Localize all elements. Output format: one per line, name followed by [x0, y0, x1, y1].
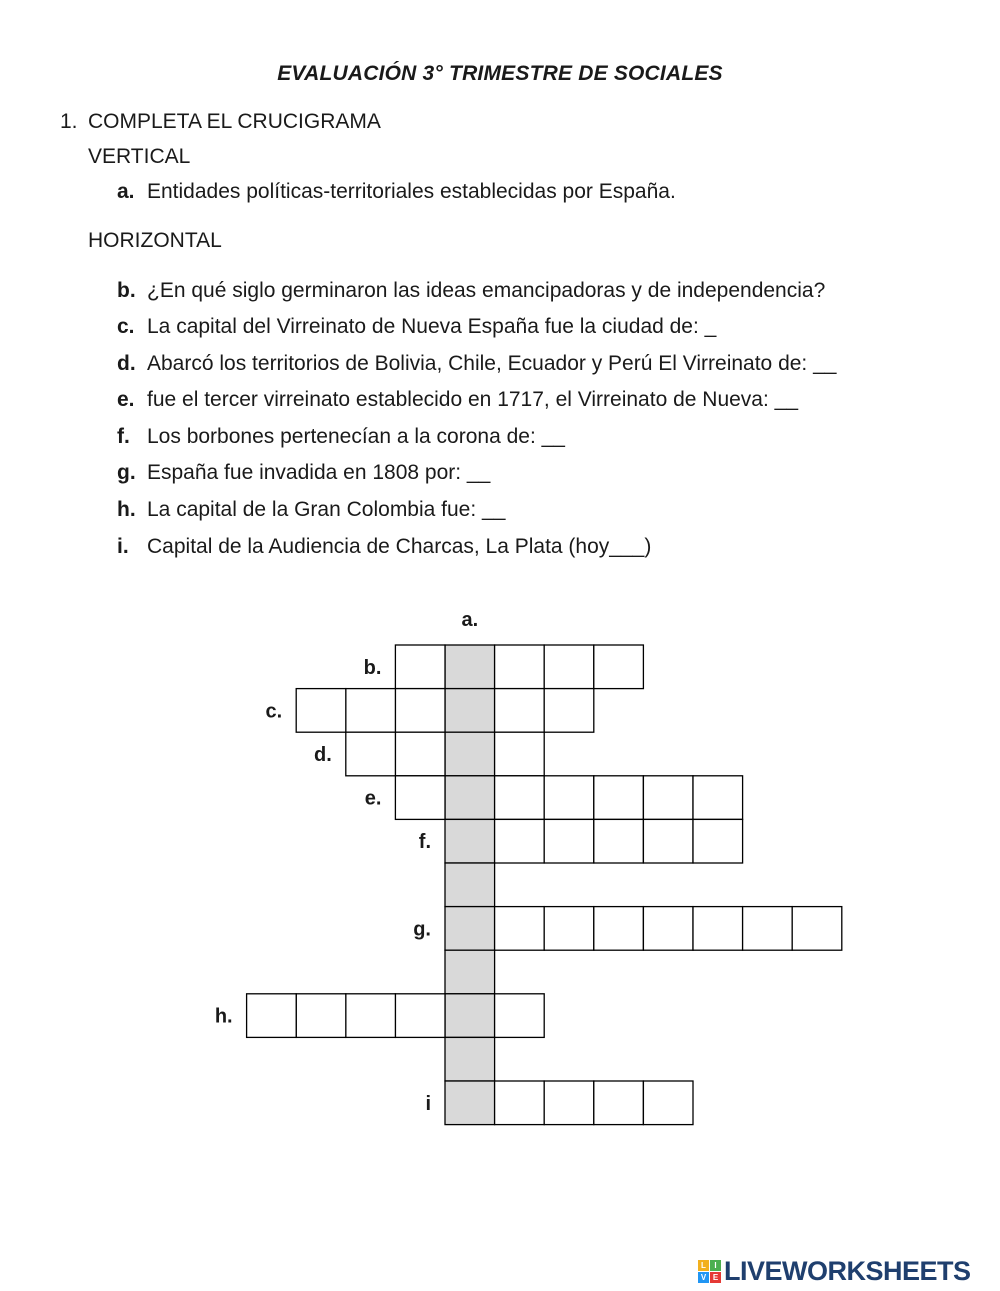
crossword-cell[interactable] [495, 907, 545, 951]
crossword-cell[interactable] [544, 776, 594, 820]
liveworksheets-logo-icon [698, 1260, 721, 1283]
crossword-row-label: f. [418, 831, 431, 854]
crossword-cell[interactable] [296, 689, 346, 733]
crossword-cell-vertical[interactable] [445, 645, 495, 689]
clue-h [117, 498, 505, 522]
logo-tile: E [710, 1272, 721, 1283]
crossword-cell[interactable] [643, 819, 693, 863]
crossword-cell-vertical[interactable] [445, 950, 495, 994]
clue-text: Entidades políticas-territoriales establecidas por España. [147, 180, 676, 203]
crossword-cell[interactable] [296, 994, 346, 1038]
crossword-row-label: g. [413, 918, 431, 941]
clue-f [117, 425, 565, 449]
crossword-cell[interactable] [346, 732, 396, 776]
crossword-cell-vertical[interactable] [445, 994, 495, 1038]
crossword-label-a: a. [461, 609, 479, 631]
crossword-cell[interactable] [594, 907, 644, 951]
crossword-cell[interactable] [395, 732, 445, 776]
crossword-cell[interactable] [693, 907, 743, 951]
clue-text: ¿En qué siglo germinaron las ideas emancipadoras y de independencia? [147, 279, 826, 302]
clue-g [117, 461, 490, 485]
clue-text: fue el tercer virreinato establecido en 1717, el Virreinato de Nueva: __ [147, 388, 799, 411]
crossword-cell[interactable] [643, 907, 693, 951]
clue-d [117, 352, 836, 376]
liveworksheets-brand [698, 1256, 971, 1286]
logo-tile: I [710, 1260, 721, 1271]
crossword-cell[interactable] [395, 994, 445, 1038]
crossword-cell-vertical[interactable] [445, 907, 495, 951]
clue-letter: e. [117, 388, 135, 411]
crossword-row-label: e. [364, 787, 382, 810]
clue-text: La capital de la Gran Colombia fue: __ [147, 498, 506, 521]
crossword-cell[interactable] [247, 994, 297, 1038]
question-1 [60, 110, 381, 134]
clue-letter: f. [117, 425, 130, 448]
crossword-cell[interactable] [346, 994, 396, 1038]
crossword-cell[interactable] [693, 819, 743, 863]
crossword-cell[interactable] [743, 907, 793, 951]
crossword-cell[interactable] [544, 645, 594, 689]
question-number: 1. [60, 110, 78, 133]
clue-text: Capital de la Audiencia de Charcas, La Plata (hoy___) [147, 535, 652, 558]
crossword-cell[interactable] [495, 819, 545, 863]
crossword-cell-vertical[interactable] [445, 819, 495, 863]
crossword-cell[interactable] [495, 1081, 545, 1125]
crossword-cell[interactable] [693, 776, 743, 820]
crossword-cell[interactable] [643, 1081, 693, 1125]
crossword-cell[interactable] [544, 819, 594, 863]
crossword-cell[interactable] [594, 776, 644, 820]
crossword-cell[interactable] [346, 689, 396, 733]
clue-i [117, 535, 651, 559]
crossword-cell-vertical[interactable] [445, 863, 495, 907]
clue-text: La capital del Virreinato de Nueva España fue la ciudad de: _ [147, 315, 717, 338]
clue-letter: g. [117, 461, 136, 484]
crossword-cell[interactable] [792, 907, 842, 951]
crossword-row-label: d. [314, 744, 332, 766]
crossword-cell[interactable] [395, 689, 445, 733]
page-title: EVALUACIÓN 3° TRIMESTRE DE SOCIALES [277, 62, 723, 85]
crossword-cell-vertical[interactable] [445, 1081, 495, 1125]
crossword-cell[interactable] [544, 689, 594, 733]
crossword-cell[interactable] [544, 907, 594, 951]
crossword-row-label: b. [363, 656, 382, 679]
crossword-cell[interactable] [495, 994, 545, 1038]
crossword-cell[interactable] [395, 645, 445, 689]
crossword-cell-vertical[interactable] [445, 689, 495, 733]
crossword-cell[interactable] [544, 1081, 594, 1125]
crossword-cell[interactable] [495, 645, 545, 689]
clue-text: Abarcó los territorios de Bolivia, Chile, Ecuador y Perú El Virreinato de: __ [147, 352, 837, 375]
clue-e [117, 388, 798, 412]
logo-tile: L [698, 1260, 709, 1271]
logo-tile: V [698, 1272, 709, 1283]
crossword-row-label: i [425, 1092, 431, 1115]
crossword-cell[interactable] [643, 776, 693, 820]
horizontal-heading: HORIZONTAL [88, 229, 222, 252]
clue-b [117, 279, 825, 303]
clue-letter: d. [117, 352, 136, 375]
crossword-cell-vertical[interactable] [445, 776, 495, 820]
brand-text: LIVEWORKSHEETS [724, 1255, 971, 1286]
clue-letter: b. [117, 279, 136, 302]
clue-c [117, 315, 716, 339]
clue-text: España fue invadida en 1808 por: __ [147, 461, 491, 484]
crossword-row-label: c. [265, 700, 283, 723]
vertical-heading: VERTICAL [88, 145, 191, 168]
crossword-cell[interactable] [495, 732, 545, 776]
clue-letter: a. [117, 180, 135, 203]
clue-text: Los borbones pertenecían a la corona de: __ [147, 425, 565, 448]
crossword-row-label: h. [214, 1005, 233, 1028]
crossword-cell-vertical[interactable] [445, 1037, 495, 1081]
clue-letter: c. [117, 315, 135, 338]
crossword-cell[interactable] [594, 645, 644, 689]
crossword-cell[interactable] [495, 776, 545, 820]
crossword-cell[interactable] [395, 776, 445, 820]
crossword-cell-vertical[interactable] [445, 732, 495, 776]
crossword-cell[interactable] [594, 819, 644, 863]
clue-a [117, 180, 676, 204]
question-text: COMPLETA EL CRUCIGRAMA [88, 110, 381, 133]
clue-letter: i. [117, 535, 129, 558]
crossword-cell[interactable] [594, 1081, 644, 1125]
clue-letter: h. [117, 498, 136, 521]
crossword-cell[interactable] [495, 689, 545, 733]
